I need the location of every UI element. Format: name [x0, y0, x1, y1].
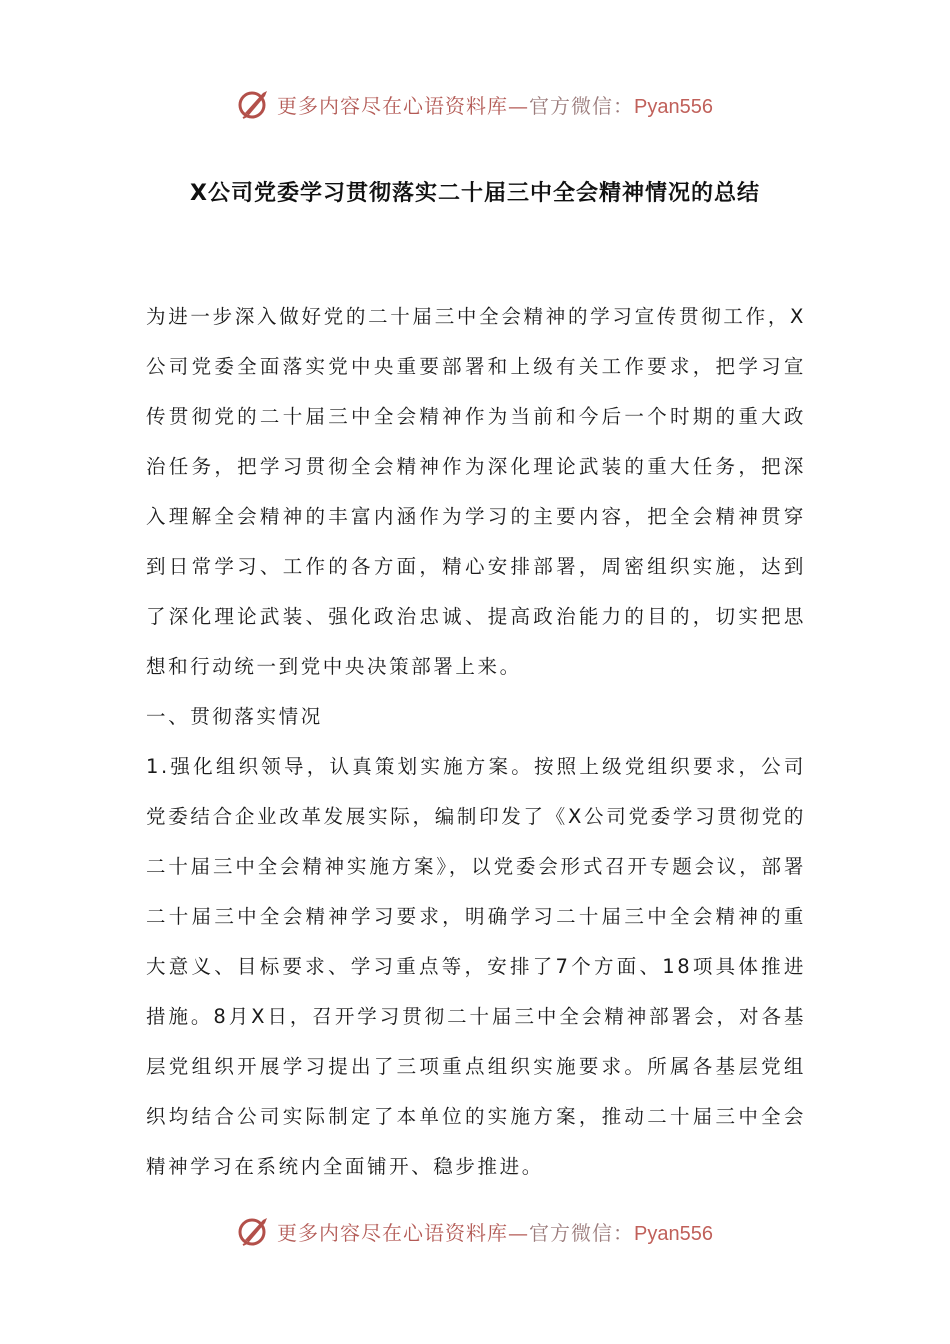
quill-logo-icon: [237, 1214, 271, 1248]
watermark-wechat-id: Pyan556: [634, 1222, 713, 1245]
watermark-site: 更多内容尽在心语资料库: [277, 93, 509, 118]
watermark-text: [277, 90, 713, 119]
quill-logo-icon: [237, 87, 271, 121]
watermark-site: 更多内容尽在心语资料库: [277, 1220, 509, 1245]
watermark-dash: —: [508, 1220, 530, 1245]
watermark-dash: —: [508, 93, 530, 118]
document-body: [146, 292, 806, 1192]
document-title: X公司党委学习贯彻落实二十届三中全会精神情况的总结: [190, 181, 760, 206]
watermark-wechat-label: 官方微信：: [529, 93, 635, 118]
watermark-text: [277, 1217, 713, 1246]
watermark-wechat-label: 官方微信：: [529, 1220, 635, 1245]
section-heading: 一、贯彻落实情况: [146, 705, 323, 728]
intro-paragraph: 为进一步深入做好党的二十届三中全会精神的学习宣传贯彻工作，X公司党委全面落实党中央重要部署和上级有关工作要求，把学习宣传贯彻党的二十届三中全会精神作为当前和今后一个时期的重大政治任务，把学习贯彻全会精神作为深化理论武装的重大任务，把深入理解全会精神的丰富内涵作为学习的主要内容，把全会精神贯穿到日常学习、工作的各方面，精心安排部署，周密组织实施，达到了深化理论武装、强化政治忠诚、提高政治能力的目的，切实把思想和行动统一到党中央决策部署上来。: [146, 305, 806, 678]
watermark-footer: [0, 1211, 950, 1251]
watermark-wechat-id: Pyan556: [634, 95, 713, 118]
section-paragraph: 1.强化组织领导，认真策划实施方案。按照上级党组织要求，公司党委结合企业改革发展实际，编制印发了《X公司党委学习贯彻党的二十届三中全会精神实施方案》，以党委会形式召开专题会议，部署二十届三中全会精神学习要求，明确学习二十届三中全会精神的重大意义、目标要求、学习重点等，安排了7个方面、18项具体推进措施。8月X日，召开学习贯彻二十届三中全会精神部署会，对各基层党组织开展学习提出了三项重点组织实施要求。所属各基层党组织均结合公司实际制定了本单位的实施方案，推动二十届三中全会精神学习在系统内全面铺开、稳步推进。: [146, 755, 806, 1178]
watermark-header: [0, 84, 950, 124]
